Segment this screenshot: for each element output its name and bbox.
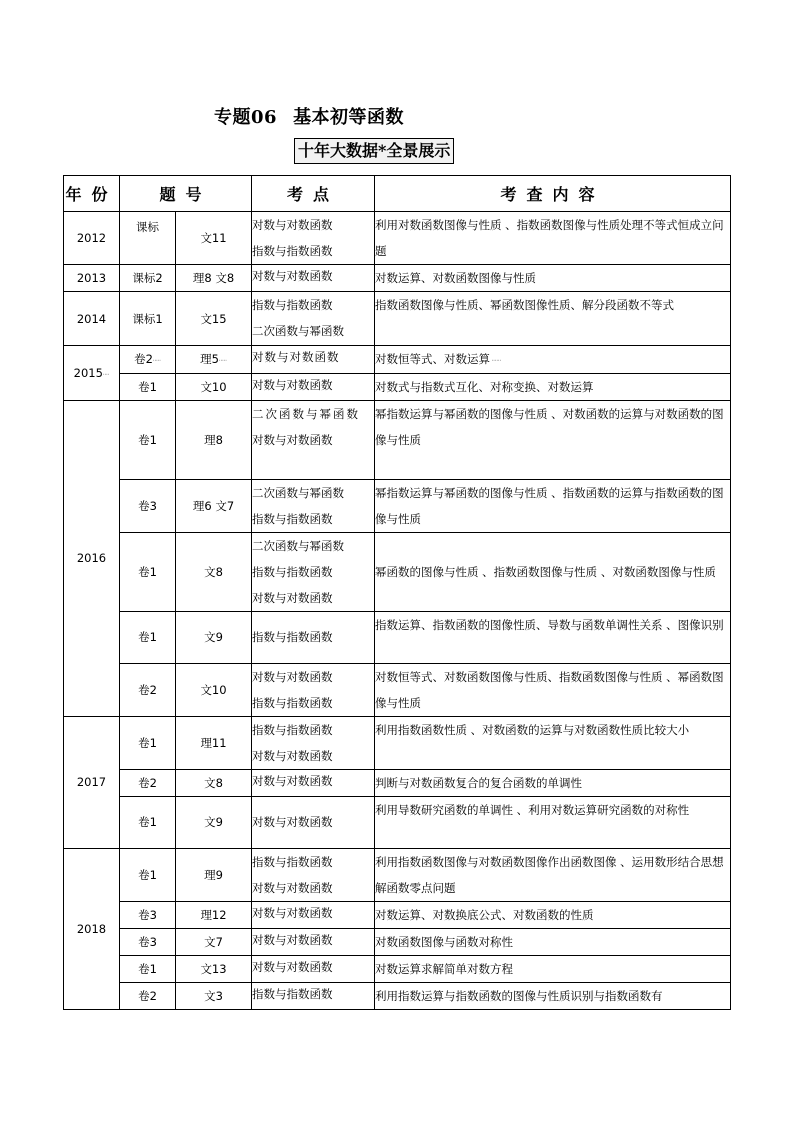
paper-cell: 卷1: [120, 716, 176, 769]
content-cell: 幂指数运算与幂函数的图像与性质 、对数函数的运算与对数函数的图像与性质: [375, 400, 731, 479]
content-cell: 利用指数函数性质 、对数函数的运算与对数函数性质比较大小: [375, 716, 731, 769]
table-row: [64, 955, 731, 982]
table-row: [64, 479, 731, 532]
col-header-year: 年份: [64, 176, 120, 212]
question-cell: 理12: [176, 901, 252, 928]
topic-item: 对数与对数函数: [252, 932, 333, 947]
content-cell: 对数运算、对数函数图像与性质: [375, 265, 731, 292]
col-header-content: 考查内容: [375, 176, 731, 212]
year-cell: 2016: [64, 400, 120, 716]
paper-cell: 课标1: [120, 292, 176, 346]
content-text: 对数恒等式、对数运算: [375, 352, 491, 366]
scan-mark: ......: [490, 356, 502, 363]
topic-item: 二次函数与幂函数: [252, 406, 361, 421]
paper-cell: 卷3: [120, 901, 176, 928]
year-cell: [64, 346, 120, 401]
topic-cell: [252, 373, 375, 400]
topic-item: 对数与对数函数: [252, 815, 333, 829]
topic-cell: [252, 265, 375, 292]
question-cell: 文3: [176, 982, 252, 1009]
table-row: [64, 373, 731, 400]
col-header-question: 题号: [120, 176, 252, 212]
topic-item: 对数与对数函数: [252, 905, 333, 920]
content-cell: 对数运算、对数换底公式、对数函数的性质: [375, 901, 731, 928]
topic-item: 对数与对数函数: [252, 432, 333, 447]
topic-item: 二次函数与幂函数: [252, 485, 345, 500]
content-cell: 幂函数的图像与性质 、指数函数图像与性质 、对数函数图像与性质: [375, 532, 731, 611]
topic-item: 对数与对数函数: [252, 748, 333, 763]
question-cell: 文13: [176, 955, 252, 982]
question-cell: 理6 文7: [176, 479, 252, 532]
year-cell: 2013: [64, 265, 120, 292]
topic-cell: [252, 346, 375, 374]
table-row: [64, 769, 731, 796]
paper-cell: 卷1: [120, 611, 176, 663]
topic-item: 指数与指数函数: [252, 298, 333, 312]
paper-cell: 卷2: [120, 982, 176, 1009]
exam-table: [63, 175, 731, 1010]
question-cell: 理11: [176, 716, 252, 769]
paper-cell: 卷1: [120, 400, 176, 479]
paper-cell: 课标2: [120, 265, 176, 292]
topic-item: 对数与对数函数: [252, 773, 333, 788]
question-cell: 文7: [176, 928, 252, 955]
question-text: 理5: [200, 352, 219, 367]
topic-cell: [252, 928, 375, 955]
table-header-row: [64, 176, 731, 212]
table-row: [64, 663, 731, 716]
topic-item: 对数与对数函数: [252, 377, 333, 392]
paper-cell: 卷1: [120, 848, 176, 901]
topic-item: 对数与对数函数: [252, 218, 333, 232]
content-cell: 利用指数运算与指数函数的图像与性质识别与指数函数有: [375, 982, 731, 1009]
topic-item: 指数与指数函数: [252, 630, 333, 644]
content-cell: 利用指数函数图像与对数函数图像作出函数图像 、运用数形结合思想解函数零点问题: [375, 848, 731, 901]
topic-cell: [252, 663, 375, 716]
content-cell: 指数运算、指数函数的图像性质、导数与函数单调性关系 、图像识别: [375, 611, 731, 663]
topic-item: 指数与指数函数: [252, 244, 333, 258]
question-cell: 理8 文8: [176, 265, 252, 292]
table-row: [64, 532, 731, 611]
content-cell: 对数函数图像与函数对称性: [375, 928, 731, 955]
paper-cell: 卷2: [120, 769, 176, 796]
topic-item: 指数与指数函数: [252, 511, 333, 526]
topic-cell: [252, 769, 375, 796]
content-cell: 对数恒等式、对数函数图像与性质、指数函数图像与性质 、幂函数图像与性质: [375, 663, 731, 716]
topic-cell: [252, 292, 375, 346]
year-cell: 2018: [64, 848, 120, 1009]
content-cell: 对数运算求解简单对数方程: [375, 955, 731, 982]
paper-cell: [120, 346, 176, 374]
topic-item: 指数与指数函数: [252, 564, 333, 579]
topic-item: 对数与对数函数: [252, 669, 333, 684]
topic-item: 对数与对数函数: [252, 590, 333, 605]
topic-item: 指数与指数函数: [252, 986, 333, 1001]
question-cell: 文11: [176, 212, 252, 265]
question-cell: 文10: [176, 663, 252, 716]
topic-cell: [252, 848, 375, 901]
paper-cell: 卷3: [120, 479, 176, 532]
title-number: 专题06: [214, 107, 278, 128]
title-text: 基本初等函数: [293, 107, 405, 128]
content-cell: 利用导数研究函数的单调性 、利用对数运算研究函数的对称性: [375, 796, 731, 848]
question-cell: 文15: [176, 292, 252, 346]
question-cell: 理8: [176, 400, 252, 479]
question-cell: 理9: [176, 848, 252, 901]
topic-item: 指数与指数函数: [252, 722, 333, 737]
paper-cell: 卷2: [120, 663, 176, 716]
question-cell: 文8: [176, 532, 252, 611]
col-header-topic: 考点: [252, 176, 375, 212]
scan-mark: ....: [102, 370, 110, 377]
scan-mark: .....: [152, 356, 161, 363]
year-cell: 2017: [64, 716, 120, 848]
topic-cell: [252, 611, 375, 663]
topic-cell: [252, 796, 375, 848]
table-row: [64, 928, 731, 955]
topic-cell: [252, 400, 375, 479]
topic-item: 对数与对数函数: [252, 959, 333, 974]
content-cell: [375, 346, 731, 374]
paper-cell: 卷1: [120, 532, 176, 611]
topic-cell: [252, 716, 375, 769]
table-row: [64, 982, 731, 1009]
year-cell: 2012: [64, 212, 120, 265]
topic-cell: [252, 901, 375, 928]
paper-text: 卷2: [134, 352, 153, 367]
table-row: [64, 611, 731, 663]
table-row: [64, 716, 731, 769]
year-text: 2015: [73, 365, 103, 380]
year-cell: 2014: [64, 292, 120, 346]
paper-cell: 卷1: [120, 955, 176, 982]
topic-cell: [252, 982, 375, 1009]
page-title: [214, 103, 404, 129]
topic-cell: [252, 212, 375, 265]
topic-cell: [252, 955, 375, 982]
topic-item: 指数与指数函数: [252, 854, 333, 869]
paper-cell: 卷1: [120, 373, 176, 400]
paper-cell: 卷3: [120, 928, 176, 955]
table-row: [64, 400, 731, 479]
table-row: [64, 901, 731, 928]
section-banner: 十年大数据*全景展示: [294, 138, 454, 164]
topic-item: 指数与指数函数: [252, 695, 333, 710]
topic-item: 对数与对数函数: [252, 350, 340, 364]
table-row: [64, 292, 731, 346]
content-cell: 对数式与指数式互化、对称变换、对数运算: [375, 373, 731, 400]
topic-item: 二次函数与幂函数: [252, 538, 345, 553]
table-row: [64, 346, 731, 374]
topic-item: 对数与对数函数: [252, 269, 333, 283]
content-cell: 幂指数运算与幂函数的图像与性质 、指数函数的运算与指数函数的图像与性质: [375, 479, 731, 532]
question-cell: 文8: [176, 769, 252, 796]
content-cell: 利用对数函数图像与性质 、指数函数图像与性质处理不等式恒成立问题: [375, 212, 731, 265]
paper-cell: 卷1: [120, 796, 176, 848]
table-row: [64, 848, 731, 901]
question-cell: 文9: [176, 611, 252, 663]
topic-item: 对数与对数函数: [252, 880, 333, 895]
question-cell: 文10: [176, 373, 252, 400]
table-row: [64, 212, 731, 265]
content-cell: 判断与对数函数复合的复合函数的单调性: [375, 769, 731, 796]
question-cell: 文9: [176, 796, 252, 848]
table-row: [64, 265, 731, 292]
question-cell: [176, 346, 252, 374]
paper-cell: 课标: [120, 212, 176, 265]
scan-mark: .....: [218, 356, 227, 363]
topic-cell: [252, 479, 375, 532]
table-row: [64, 796, 731, 848]
content-cell: 指数函数图像与性质、幂函数图像性质、解分段函数不等式: [375, 292, 731, 346]
topic-cell: [252, 532, 375, 611]
topic-item: 二次函数与幂函数: [252, 324, 345, 338]
